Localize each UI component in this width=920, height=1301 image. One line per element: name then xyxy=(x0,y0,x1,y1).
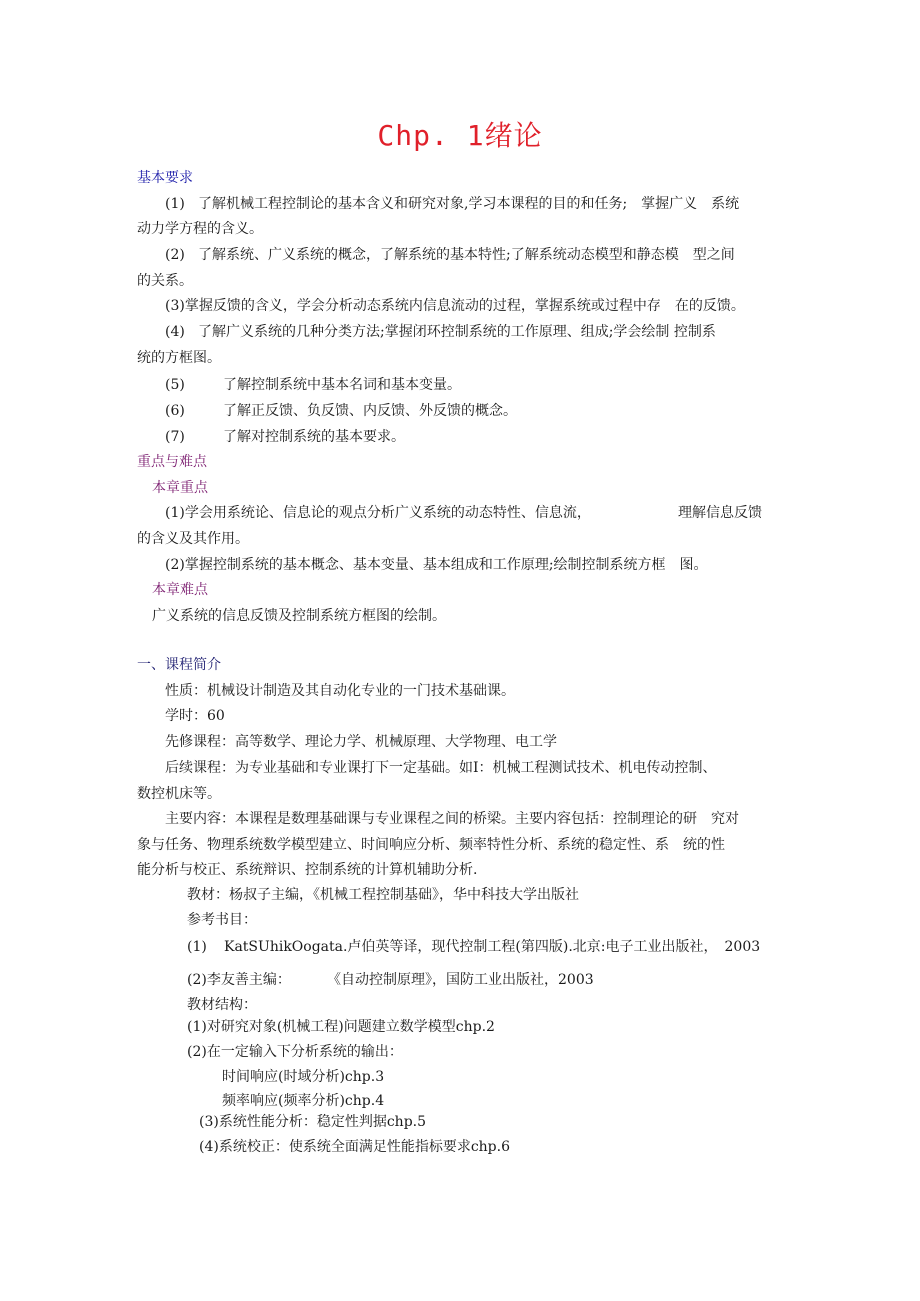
req-2-num: (2) xyxy=(165,247,185,263)
reference-2-editor: (2)李友善主编： xyxy=(187,972,291,988)
key-1-line2: 的含义及其作用。 xyxy=(137,531,249,547)
difficult-points-heading: 本章难点 xyxy=(152,582,208,598)
req-5-num: (5) xyxy=(165,377,185,393)
req-4-text: 了解广义系统的几种分类方法;掌握闭环控制系统的工作原理、组成;学会绘制 控制系 xyxy=(198,324,716,340)
req-5-text: 了解控制系统中基本名词和基本变量。 xyxy=(223,377,461,393)
course-nature: 性质：机械设计制造及其自动化专业的一门技术基础课。 xyxy=(165,683,515,699)
textbook-structure-heading: 教材结构： xyxy=(187,997,257,1013)
structure-item-3: (3)系统性能分析：稳定性判据chp.5 xyxy=(199,1114,427,1130)
course-content-line1: 主要内容：本课程是数理基础课与专业课程之间的桥梁。主要内容包括：控制理论的研 究对 xyxy=(165,811,739,827)
course-content-line2: 象与任务、物理系统数学模型建立、时间响应分析、频率特性分析、系统的稳定性、系 统的性 xyxy=(137,837,725,853)
structure-item-4: (4)系统校正：使系统全面满足性能指标要求chp.6 xyxy=(199,1139,511,1155)
course-intro-heading: 一、课程简介 xyxy=(137,657,221,673)
course-hours: 学时：60 xyxy=(165,708,225,724)
reference-1-num: (1) xyxy=(187,939,207,955)
key-1-text-b: 理解信息反馈 xyxy=(678,505,762,521)
difficult-points-text: 广义系统的信息反馈及控制系统方框图的绘制。 xyxy=(152,608,446,624)
structure-item-2a: 时间响应(时域分析)chp.3 xyxy=(222,1069,385,1085)
req-2-text: 了解系统、广义系统的概念，了解系统的基本特性;了解系统动态模型和静态模 型之间 xyxy=(198,247,735,263)
course-followup-line1: 后续课程：为专业基础和专业课打下一定基础。如I：机械工程测试技术、机电传动控制、 xyxy=(165,760,717,776)
req-4-num: (4) xyxy=(165,324,185,340)
req-3-line1 xyxy=(165,297,745,315)
textbook-info: 教材：杨叔子主编，《机械工程控制基础》，华中科技大学出版社 xyxy=(187,887,579,903)
reference-1-text: KatSUhikOogata.卢伯英等译，现代控制工程(第四版).北京:电子工业出版社， 2003 xyxy=(224,939,761,955)
req-6-num: (6) xyxy=(165,403,185,419)
course-content-line3: 能分析与校正、系统辩识、控制系统的计算机辅助分析. xyxy=(137,862,478,878)
req-5-line1 xyxy=(165,376,461,394)
structure-item-2b: 频率响应(频率分析)chp.4 xyxy=(222,1093,385,1109)
req-4-line2: 统的方框图。 xyxy=(137,350,221,366)
basic-requirements-heading: 基本要求 xyxy=(137,170,193,186)
structure-item-1: (1)对研究对象(机械工程)问题建立数学模型chp.2 xyxy=(187,1019,495,1035)
req-6-text: 了解正反馈、负反馈、内反馈、外反馈的概念。 xyxy=(223,403,517,419)
references-heading: 参考书目： xyxy=(187,912,257,928)
key-1-text-a: 学会用系统论、信息论的观点分析广义系统的动态特性、信息流， xyxy=(184,505,591,521)
key-1-line1 xyxy=(165,504,591,522)
key-points-heading: 本章重点 xyxy=(152,480,208,496)
key-2-text: 掌握控制系统的基本概念、基本变量、基本组成和工作原理;绘制控制系统方框 图。 xyxy=(184,557,708,573)
req-2-line2: 的关系。 xyxy=(137,273,193,289)
req-2-line1 xyxy=(165,246,735,264)
req-7-text: 了解对控制系统的基本要求。 xyxy=(223,429,405,445)
key-1-num: (1) xyxy=(165,505,185,521)
key-difficult-heading: 重点与难点 xyxy=(137,454,207,470)
reference-1 xyxy=(187,938,760,956)
key-2-line1 xyxy=(165,556,708,574)
structure-item-2: (2)在一定输入下分析系统的输出： xyxy=(187,1044,403,1060)
req-7-line1 xyxy=(165,428,405,446)
page-title: Chp. 1绪论 xyxy=(377,119,543,152)
course-followup-line2: 数控机床等。 xyxy=(137,786,221,802)
key-2-num: (2) xyxy=(165,557,185,573)
req-1-text: 了解机械工程控制论的基本含义和研究对象,学习本课程的目的和任务; 掌握广义 系统 xyxy=(198,196,740,212)
req-1-line2: 动力学方程的含义。 xyxy=(137,221,263,237)
req-3-text: 掌握反馈的含义，学会分析动态系统内信息流动的过程，掌握系统或过程中存 在的反馈。 xyxy=(184,298,745,314)
req-1-num: (1) xyxy=(165,196,185,212)
req-7-num: (7) xyxy=(165,429,185,445)
req-4-line1 xyxy=(165,323,716,341)
reference-2-text: 《自动控制原理》，国防工业出版社，2003 xyxy=(327,972,594,988)
req-6-line1 xyxy=(165,402,517,420)
req-1-line1 xyxy=(165,195,739,213)
course-prerequisites: 先修课程：高等数学、理论力学、机械原理、大学物理、电工学 xyxy=(165,734,557,750)
req-3-num: (3) xyxy=(165,298,185,314)
